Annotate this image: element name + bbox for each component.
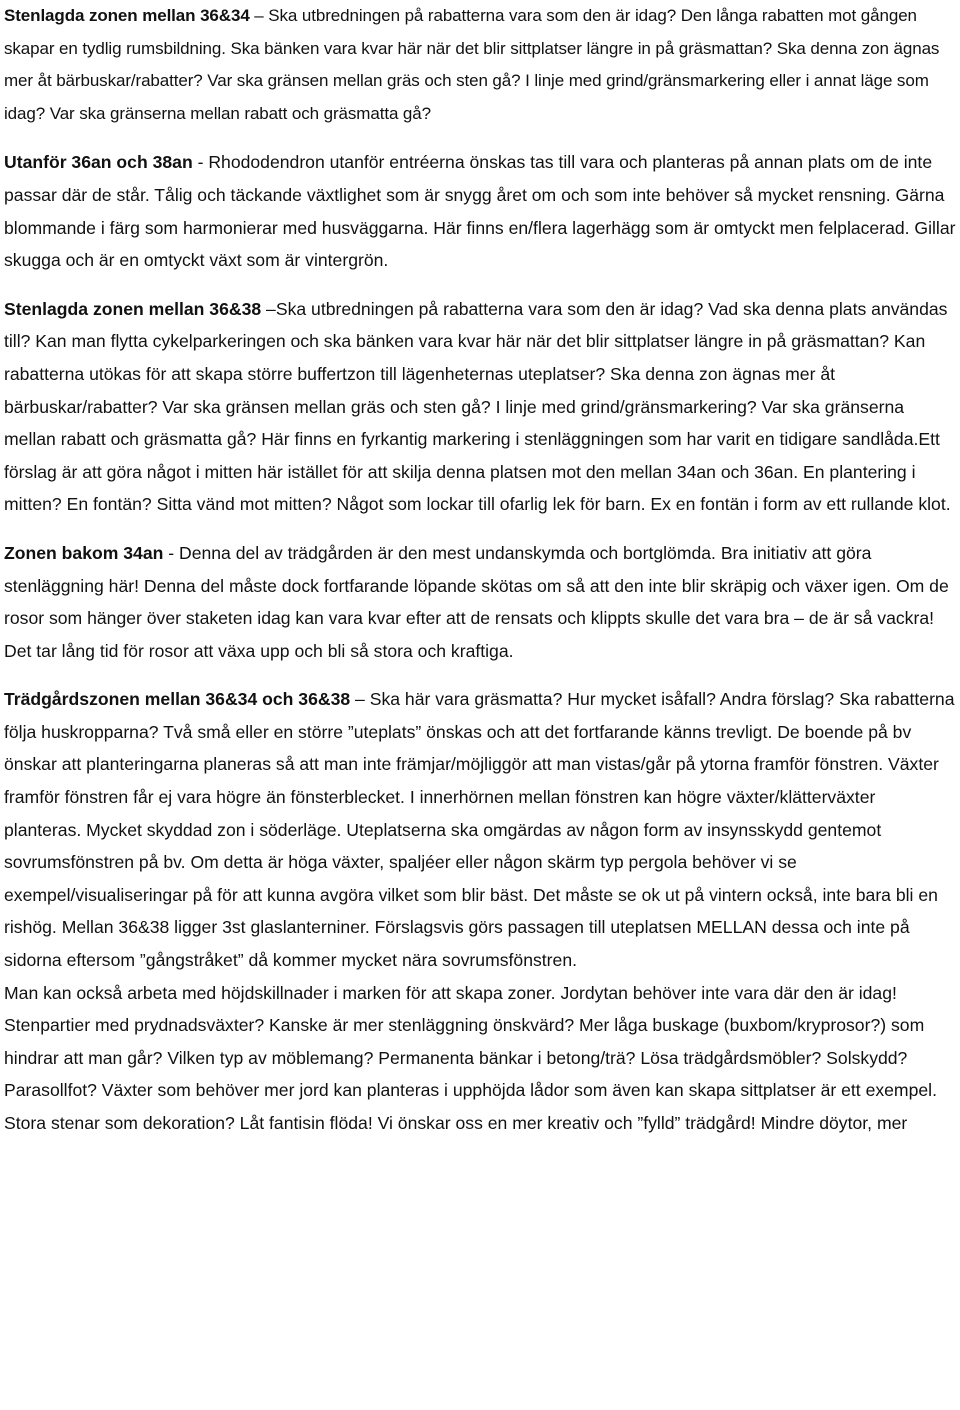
heading-tradgardszonen: Trädgårdszonen mellan 36&34 och 36&38 xyxy=(4,689,351,710)
paragraph-utanfor-36-38 xyxy=(4,146,956,276)
heading-zonen-bakom-34: Zonen bakom 34an xyxy=(4,542,164,563)
heading-stenlagda-36-38: Stenlagda zonen mellan 36&38 xyxy=(4,298,262,319)
body-stenlagda-36-34: – Ska utbredningen på rabatterna vara som den är idag? Den långa rabatten mot gången skapar en tydlig rumsbildning. Ska bänken vara kvar här när det blir sittplatser längre in på gräsmattan? Ska denna zon ägnas mer åt bärbuskar/rabatter? Var ska gränsen mellan gräs och sten gå? I linje med grind/gränsmarkering eller i annat läge som idag? Var ska gränserna mellan rabatt och gräsmatta gå? xyxy=(4,6,940,123)
body-utanfor-36-38: - Rhododendron utanför entréerna önskas tas till vara och planteras på annan plats om de inte passar där de står. Tålig och täckande växtlighet som är snygg året om och som inte behöver så mycket rensning. Gärna blommande i färg som harmonierar med husväggarna. Här finns en/flera lagerhägg som är omtyckt men felplacerad. Gillar skugga och är en omtyckt växt som är vintergrön. xyxy=(4,152,956,271)
paragraph-zonen-bakom-34 xyxy=(4,537,956,667)
paragraph-stenlagda-36-34 xyxy=(4,0,956,130)
paragraph-gap xyxy=(4,130,956,146)
paragraph-gap xyxy=(4,667,956,683)
body-tradgardszonen: – Ska här vara gräsmatta? Hur mycket isåfall? Andra förslag? Ska rabatterna följa huskropparna? Två små eller en större ”uteplats” önskas och att det fortfarande känns trevligt. De boende på bv önskar att planteringarna planeras så att man inte främjar/möjliggör att man vistas/går på ytorna framför fönstren. Växter framför fönstren får ej vara högre än fönsterblecket. I innerhörnen mellan fönstren kan högre växter/klätterväxter planteras. Mycket skyddad zon i söderläge. Uteplatserna ska omgärdas av någon form av insynsskydd gentemot sovrumsfönstren på bv. Om detta är höga växter, spaljéer eller någon skärm typ pergola behöver vi se exempel/visualiseringar på för att kunna avgöra vilket som blir bäst. Det måste se ok ut på vintern också, inte bara bli en rishög. Mellan 36&38 ligger 3st glaslanterniner. Förslagsvis görs passagen till uteplatsen MELLAN dessa och inte på sidorna eftersom ”gångstråket” då kommer mycket nära sovrumsfönstren. xyxy=(4,689,955,971)
body-hojdskillnader: Man kan också arbeta med höjdskillnader i marken för att skapa zoner. Jordytan behöver inte vara där den är idag! Stenpartier med prydnadsväxter? Kanske är mer stenläggning önskvärd? Mer låga buskage (buxbom/kryprosor?) som hindrar att man går? Vilken typ av möblemang? Permanenta bänkar i betong/trä? Lösa trädgårdsmöbler? Solskydd? Parasollfot? Växter som behöver mer jord kan planteras i upphöjda lådor som även kan skapa sittplatser är ett exempel. Stora stenar som dekoration? Låt fantisin flöda! Vi önskar oss en mer kreativ och ”fylld” trädgård! Mindre döytor, mer xyxy=(4,982,937,1133)
heading-stenlagda-36-34: Stenlagda zonen mellan 36&34 xyxy=(4,6,250,25)
paragraph-gap xyxy=(4,521,956,537)
body-zonen-bakom-34: - Denna del av trädgården är den mest undanskymda och bortglömda. Bra initiativ att göra stenläggning här! Denna del måste dock fortfarande löpande skötas om så att den inte blir skräpig och växer igen. Om de rosor som hänger över staketen idag kan vara kvar efter att de rensats och klippts skulle det vara bra – de är så vackra! Det tar lång tid för rosor att växa upp och bli så stora och kraftiga. xyxy=(4,542,949,661)
body-stenlagda-36-38: –Ska utbredningen på rabatterna vara som den är idag? Vad ska denna plats användas till? Kan man flytta cykelparkeringen och ska bänken vara kvar här när det blir sittplatser längre in på gräsmattan? Kan rabatterna utökas för att skapa större buffertzon till lägenheternas uteplatser? Ska denna zon ägnas mer åt bärbuskar/rabatter? Var ska gränsen mellan gräs och sten gå? I linje med grind/gränsmarkering? Var ska gränserna mellan rabatt och gräsmatta gå? Här finns en fyrkantig markering i stenläggningen som har varit en tidigare sandlåda.Ett förslag är att göra något i mitten här istället för att skilja denna platsen mot den mellan 34an och 36an. En plantering i mitten? En fontän? Sitta vänd mot mitten? Något som lockar till ofarlig lek för barn. Ex en fontän i form av ett rullande klot. xyxy=(4,298,951,515)
document-page xyxy=(4,0,956,1140)
paragraph-tradgardszonen xyxy=(4,683,956,976)
paragraph-stenlagda-36-38 xyxy=(4,293,956,521)
paragraph-gap xyxy=(4,277,956,293)
paragraph-hojdskillnader xyxy=(4,977,956,1140)
heading-utanfor-36-38: Utanför 36an och 38an xyxy=(4,152,193,173)
